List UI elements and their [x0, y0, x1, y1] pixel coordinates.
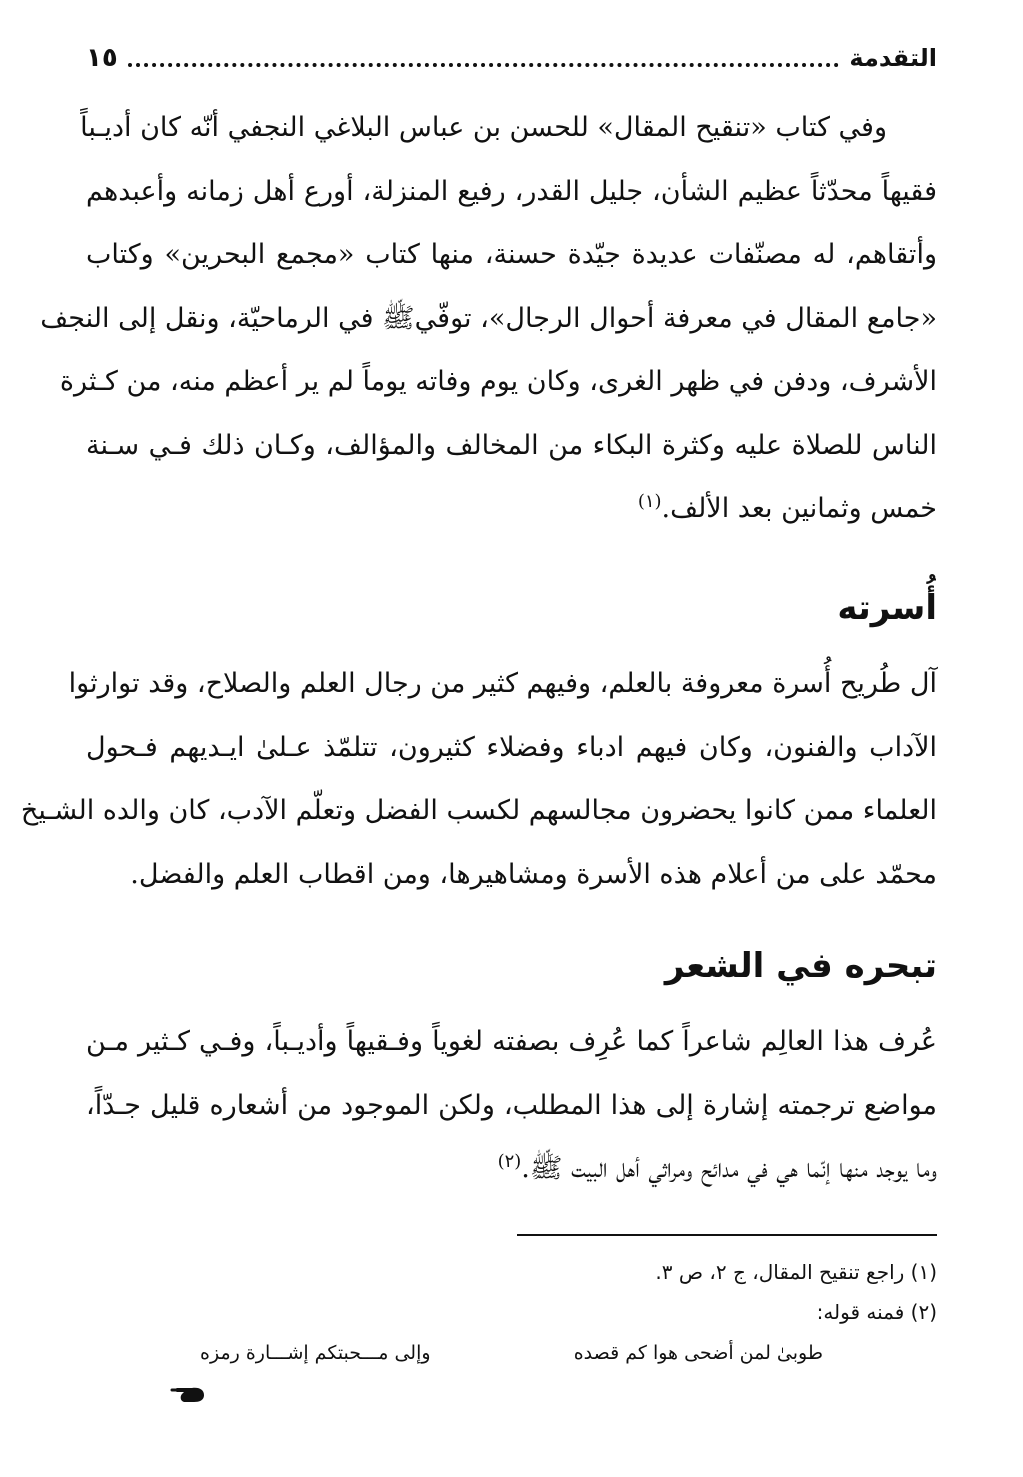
section-heading-poetry: تبحره في الشعر: [664, 946, 937, 986]
header-leader-dots: [128, 61, 840, 67]
footnote-2: (٢) فمنه قوله:: [816, 1300, 937, 1324]
footnote-divider: [517, 1234, 937, 1236]
text-line: [86, 477, 937, 541]
running-title: التقدمة: [849, 44, 937, 72]
footnotes: [86, 1252, 937, 1332]
pointing-hand-icon: [170, 1384, 206, 1406]
text-line: «جامع المقال في معرفة أحوال الرجال»، توفّيﷺ في الرماحيّة، ونقل إلى النجف: [40, 302, 937, 334]
text-line: الناس للصلاة عليه وكثرة البكاء من المخالف والمؤالف، وكـان ذلك فـي سـنة: [86, 429, 937, 461]
poetry-verse: [200, 1342, 823, 1364]
text-line: فقيهاً محدّثاً عظيم الشأن، جليل القدر، رفيع المنزلة، أورع أهل زمانه وأعبدهم: [86, 175, 938, 207]
verse-second-hemistich: وإلى مـــحبتكم إشـــارة رمزه: [200, 1342, 431, 1364]
paragraph-poetry: [86, 1010, 937, 1201]
text-line: محمّد على من أعلام هذه الأسرة ومشاهيرها، ومن اقطاب العلم والفضل.: [130, 858, 937, 890]
text-line: وفي كتاب «تنقيح المقال» للحسن بن عباس البلاغي النجفي أنّه كان أديـباً: [80, 112, 887, 143]
text-line: مواضع ترجمته إشارة إلى هذا المطلب، ولكن الموجود من أشعاره قليل جـدّاً،: [86, 1089, 937, 1121]
text-line: الآداب والفنون، وكان فيهم ادباء وفضلاء كثيرون، تتلمّذ عـلىٰ ايـديهم فـحول: [86, 731, 937, 763]
section-heading-family: أُسرته: [837, 588, 937, 628]
text-line: العلماء ممن كانوا يحضرون مجالسهم لكسب الفضل وتعلّم الآدب، كان والده الشـيخ: [20, 795, 937, 826]
footnote-1: (١) راجع تنقيح المقال، ج ٢، ص ٣.: [655, 1260, 937, 1284]
text-line: آل طُريح أُسرة معروفة بالعلم، وفيهم كثير من رجال العلم والصلاح، وقد توارثوا: [68, 668, 937, 699]
text-line: وأتقاهم، له مصنّفات عديدة جيّدة حسنة، منها كتاب «مجمع البحرين» وكتاب: [86, 239, 937, 270]
paragraph-family: [20, 652, 937, 906]
text-line: [86, 1137, 937, 1201]
text-line: عُرف هذا العالِم شاعراً كما عُرِف بصفته لغوياً وفـقيهاً وأديـباً، وفـي كـثير مـن: [86, 1026, 937, 1057]
text-line-content: وما يوجد منها إنّما هي في مدائح ومراثي أهل البيت ﷺ.: [521, 1153, 937, 1184]
text-line: الأشرف، ودفن في ظهر الغرى، وكان يوم وفاته يوماً لم ير أعظم منه، من كـثرة: [59, 366, 937, 397]
page-number: ١٥: [86, 43, 118, 73]
footnote-ref-2[interactable]: (٢): [497, 1151, 522, 1172]
page-header: [86, 38, 937, 78]
verse-first-hemistich: طوبىٰ لمن أضحى هوا كم قصده: [573, 1342, 823, 1364]
footnote-ref-1[interactable]: (١): [637, 491, 662, 512]
text-line-content: خمس وثمانين بعد الألف.: [661, 493, 937, 524]
paragraph-tanqih-al-maqal: [40, 96, 938, 541]
